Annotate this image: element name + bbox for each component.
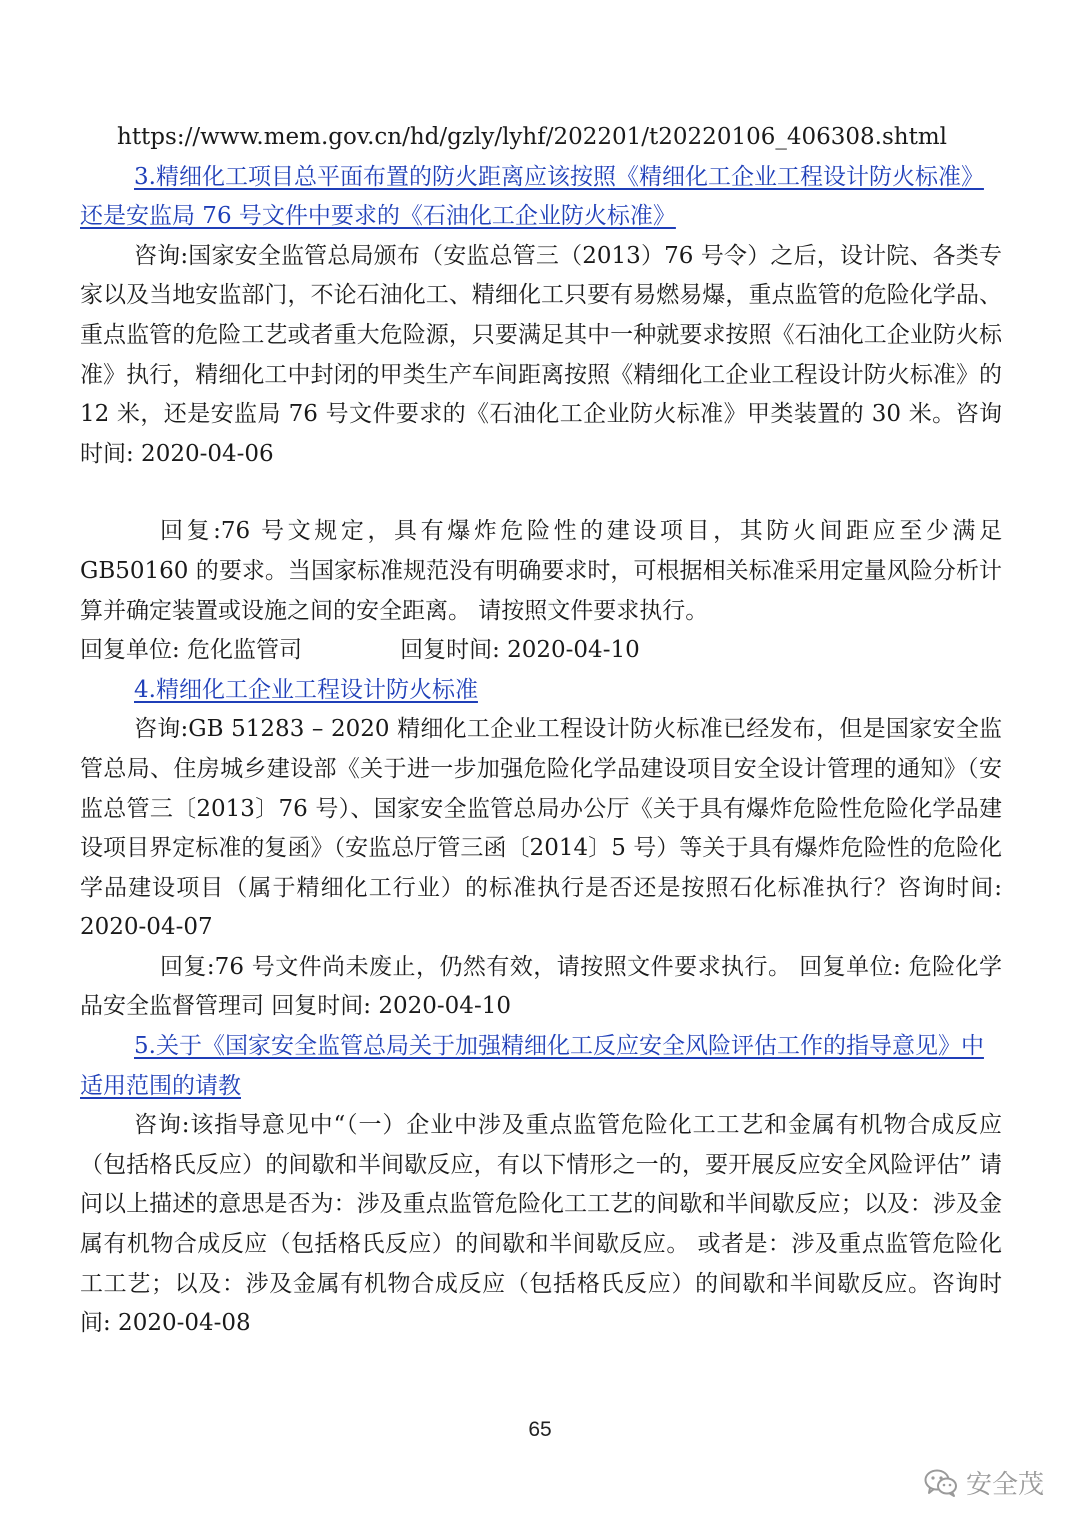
watermark [924, 1464, 1044, 1501]
item4-heading-link[interactable]: 4.精细化工企业工程设计防火标准 [134, 676, 478, 703]
item3-heading [80, 158, 1002, 237]
page-content [80, 118, 1002, 1344]
watermark-text: 安全茂 [965, 1470, 1044, 1500]
wechat-icon [924, 1468, 958, 1498]
item3-heading-link[interactable]: 3.精细化工项目总平面布置的防火距离应该按照《精细化工企业工程设计防火标准》还是安监局 76 号文件中要求的《石油化工企业防火标准》 [80, 163, 984, 230]
item4-reply: 回复:76 号文件尚未废止，仍然有效，请按照文件要求执行。 回复单位: 危险化学品安全监督管理司 回复时间: 2020-04-10 [80, 953, 1002, 1020]
item5-consult: 咨询:该指导意见中“（一）企业中涉及重点监管危险化工工艺和金属有机物合成反应（包括格氏反应）的间歇和半间歇反应，有以下情形之一的，要开展反应安全风险评估” 请问以上描述的意思是否为：涉及重点监管危险化工工艺的间歇和半间歇反应；以及：涉及金属有机物合成反应（包括格氏反应）的间歇和半间歇反应。 或者是：涉及重点监管危险化工工艺；以及：涉及金属有机物合成反应（包括格氏反应）的间歇和半间歇反应。咨询时间: 2020-04-08 [80, 1112, 1002, 1337]
item5-heading-link[interactable]: 5.关于《国家安全监管总局关于加强精细化工反应安全风险评估工作的指导意见》中适用范围的请教 [80, 1033, 984, 1099]
item3-reply-time: 回复时间: 2020-04-10 [400, 637, 640, 664]
source-url[interactable]: https://www.mem.gov.cn/hd/gzly/lyhf/202201/t20220106_406308.shtml [117, 124, 947, 150]
item4-consult: 咨询:GB 51283 – 2020 精细化工企业工程设计防火标准已经发布，但是国家安全监管总局、住房城乡建设部《关于进一步加强危险化学品建设项目安全设计管理的通知》（安监总管三〔2013〕76 号）、国家安全监管总局办公厅《关于具有爆炸危险性危险化学品建设项目界定标准的复函》（安监总厅管三函〔2014〕5 号）等关于具有爆炸危险性的危险化学品建设项目（属于精细化工行业）的标准执行是否还是按照石化标准执行？咨询时间: 2020-04-07 [80, 716, 1002, 941]
item4-heading [80, 671, 1002, 711]
item3-reply-unit: 回复单位: 危化监管司 [80, 637, 303, 664]
item5-heading [80, 1027, 1002, 1106]
item3-reply-meta [80, 631, 1002, 671]
page-number: 65 [528, 1418, 552, 1441]
item3-consult: 咨询:国家安全监管总局颁布（安监总管三（2013）76 号令）之后，设计院、各类专家以及当地安监部门，不论石油化工、精细化工只要有易燃易爆，重点监管的危险化学品、重点监管的危险工艺或者重大危险源，只要满足其中一种就要求按照《石油化工企业防火标准》执行，精细化工中封闭的甲类生产车间距离按照《精细化工企业工程设计防火标准》的 12 米，还是安监局 76 号文件要求的《石油化工企业防火标准》甲类装置的 30 米。咨询时间: 2020-04-06 [80, 242, 1002, 467]
item3-reply: 回复:76 号文规定，具有爆炸危险性的建设项目，其防火间距应至少满足GB50160 的要求。当国家标准规范没有明确要求时，可根据相关标准采用定量风险分析计算并确定装置或设施之间的安全距离。 请按照文件要求执行。 [80, 518, 1002, 624]
